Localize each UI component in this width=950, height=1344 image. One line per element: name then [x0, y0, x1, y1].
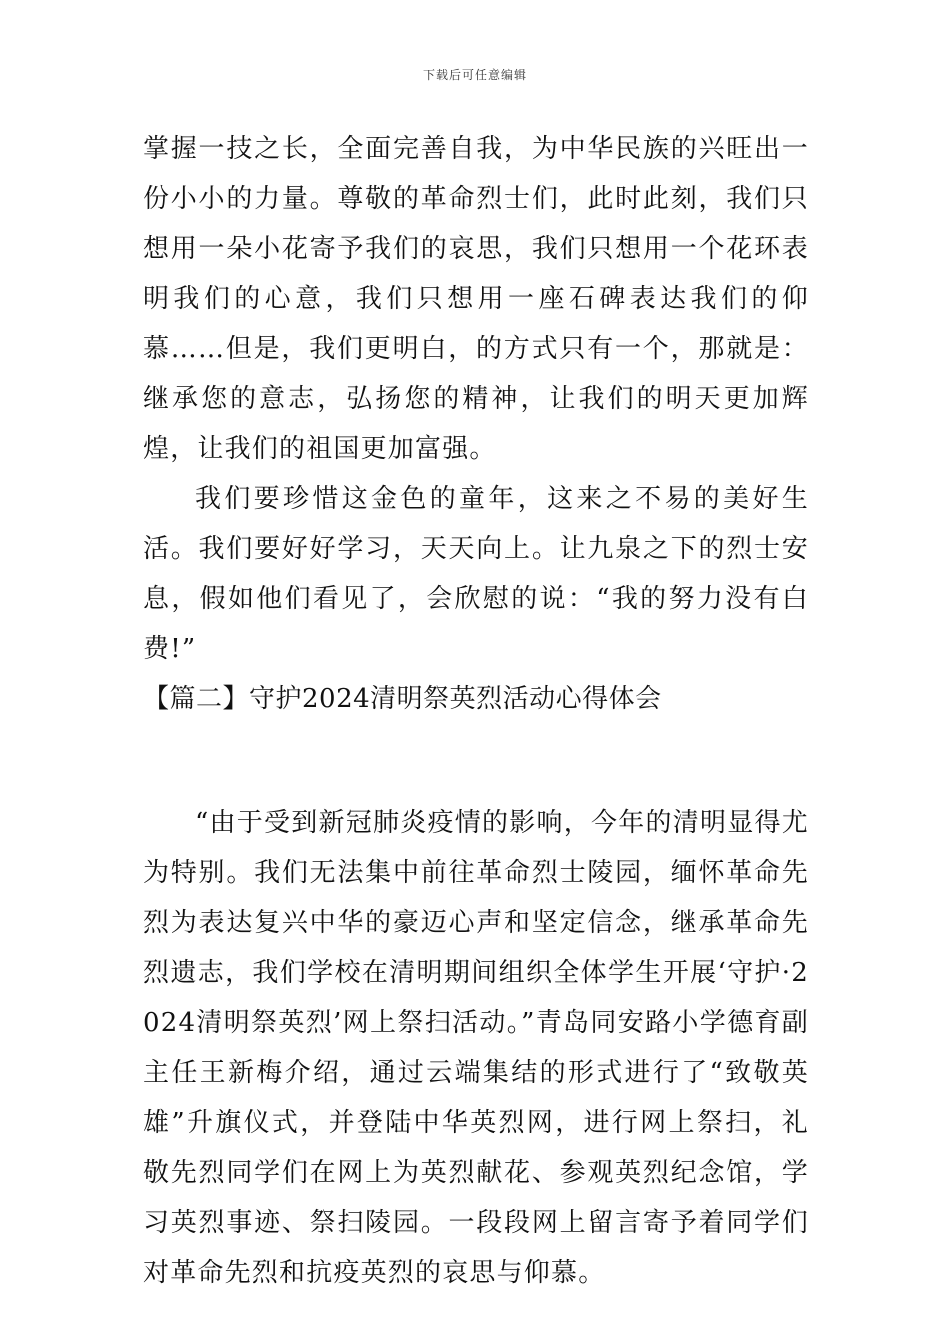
document-body — [143, 124, 809, 1298]
section-heading: 【篇二】守护2024清明祭英烈活动心得体会 — [143, 684, 662, 714]
paragraph-2: 我们要珍惜这金色的童年，这来之不易的美好生活。我们要好好学习，天天向上。让九泉之下的烈士安息，假如他们看见了，会欣慰的说：“我的努力没有白费!” — [143, 484, 809, 664]
page-header-note: 下载后可任意编辑 — [422, 68, 527, 82]
section-spacer — [143, 724, 809, 798]
paragraph-1: 掌握一技之长，全面完善自我，为中华民族的兴旺出一份小小的力量。尊敬的革命烈士们，此时此刻，我们只想用一朵小花寄予我们的哀思，我们只想用一个花环表明我们的心意，我们只想用一座石碑表达我们的仰慕……但是，我们更明白，的方式只有一个，那就是：继承您的意志，弘扬您的精神，让我们的明天更加辉煌，让我们的祖国更加富强。 — [143, 134, 809, 464]
paragraph-3: “由于受到新冠肺炎疫情的影响，今年的清明显得尤为特别。我们无法集中前往革命烈士陵园，缅怀革命先烈为表达复兴中华的豪迈心声和坚定信念，继承革命先烈遗志，我们学校在清明期间组织全体学生开展‘守护·2024清明祭英烈’网上祭扫活动。”青岛同安路小学德育副主任王新梅介绍，通过云端集结的形式进行了“致敬英雄”升旗仪式，并登陆中华英烈网，进行网上祭扫，礼敬先烈同学们在网上为英烈献花、参观英烈纪念馆，学习英烈事迹、祭扫陵园。一段段网上留言寄予着同学们对革命先烈和抗疫英烈的哀思与仰慕。 — [143, 808, 809, 1288]
